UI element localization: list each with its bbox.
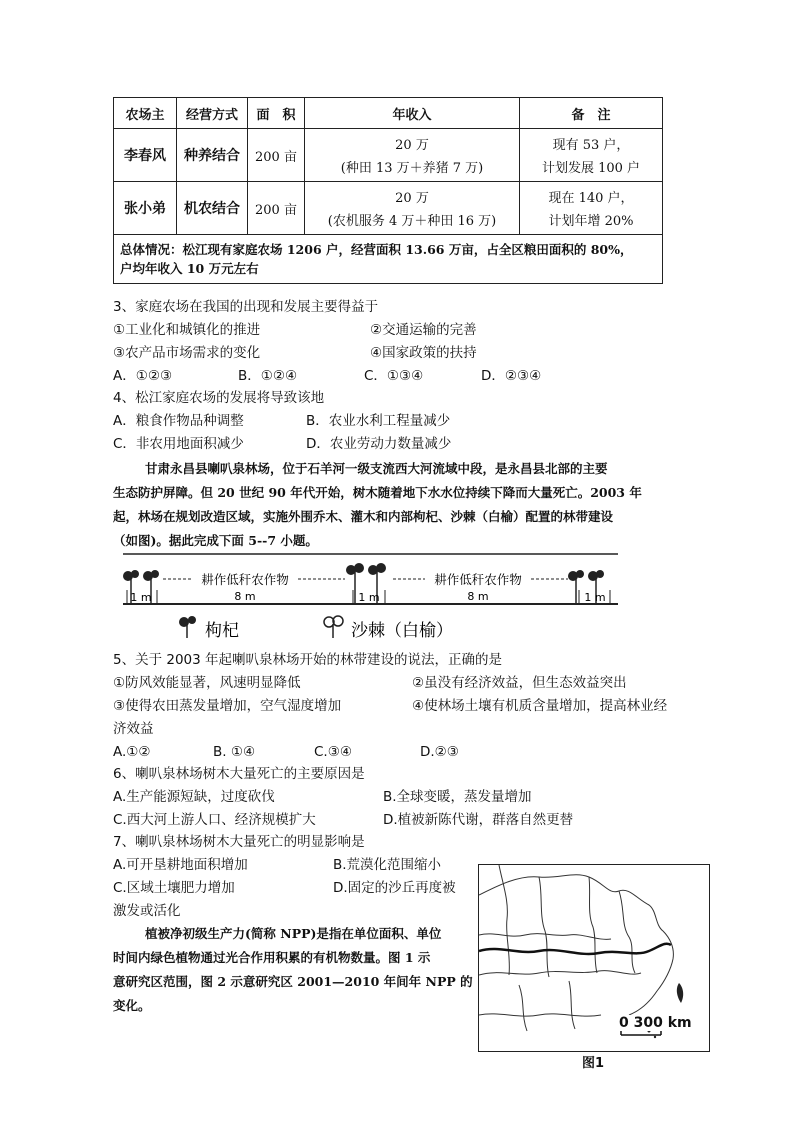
scale-label: 0 300 km <box>619 1015 692 1031</box>
q5-option-c[interactable]: C.③④ <box>314 744 352 760</box>
note-line: 计划年增 20% <box>548 214 634 229</box>
shelterbelt-diagram <box>113 548 623 648</box>
passage-line: （如图)。据此完成下面 5--7 小题。 <box>113 533 318 548</box>
island-icon <box>677 983 683 1003</box>
income-value: 20 万 <box>395 191 429 206</box>
width-label: 8 m <box>467 590 489 603</box>
note-line: 现有 53 户， <box>552 138 630 153</box>
header-note: 备 注 <box>520 98 663 129</box>
farm-table <box>113 97 663 284</box>
q4-option-b[interactable]: B．农业水利工程量减少 <box>306 413 451 429</box>
income-cell <box>305 182 520 235</box>
q5-statement-1: ①防风效能显著，风速明显降低 <box>113 675 301 691</box>
q6-option-a[interactable]: A.生产能源短缺，过度砍伐 <box>113 789 275 805</box>
q5-statement-4: ④使林场土壤有机质含量增加，提高林业经 <box>412 698 668 714</box>
q5-option-a[interactable]: A.①② <box>113 744 151 760</box>
passage-line: 变化。 <box>113 998 151 1013</box>
q6-option-c[interactable]: C.西大河上游人口、经济规模扩大 <box>113 812 316 828</box>
q3-statement-3: ③农产品市场需求的变化 <box>113 345 261 361</box>
q5-statement-4-cont: 济效益 <box>113 721 154 737</box>
q7-option-c[interactable]: C.区域土壤肥力增加 <box>113 880 235 896</box>
income-detail: (种田 13 万＋养猪 7 万) <box>340 161 484 176</box>
q5-option-d[interactable]: D.②③ <box>420 744 459 760</box>
width-label: 8 m <box>234 590 256 603</box>
header-mode: 经营方式 <box>177 98 248 129</box>
q5-option-b[interactable]: B. ①④ <box>213 744 256 760</box>
q7-stem: 7、喇叭泉林场树木大量死亡的明显影响是 <box>113 834 365 850</box>
q4-option-c[interactable]: C．非农用地面积减少 <box>113 436 244 452</box>
q5-statement-3: ③使得农田蒸发量增加，空气湿度增加 <box>113 698 342 714</box>
goji-icon <box>568 570 584 604</box>
passage-line: 时间内绿色植物通过光合作用积累的有机物数量。图 1 示 <box>113 950 431 965</box>
owner-cell: 李春风 <box>114 129 177 182</box>
header-income: 年收入 <box>305 98 520 129</box>
q3-stem: 3、家庭农场在我国的出现和发展主要得益于 <box>113 299 379 315</box>
q3-statement-4: ④国家政策的扶持 <box>370 345 477 361</box>
crop-label: 耕作低秆农作物 <box>201 572 289 587</box>
q5-stem: 5、关于 2003 年起喇叭泉林场开始的林带建设的说法，正确的是 <box>113 652 503 668</box>
summary-line: 总体情况：松江现有家庭农场 1206 户，经营面积 13.66 万亩，占全区粮田面积的 80%， <box>120 242 633 257</box>
mode-cell: 种养结合 <box>177 129 248 182</box>
table-row <box>114 182 663 235</box>
q3-statement-2: ②交通运输的完善 <box>370 322 477 338</box>
q4-stem: 4、松江家庭农场的发展将导致该地 <box>113 390 325 406</box>
width-label: 1 m <box>584 591 606 604</box>
passage-line: 意研究区范围，图 2 示意研究区 2001—2010 年间年 NPP 的 <box>113 974 473 989</box>
passage-line: 甘肃永昌县喇叭泉林场，位于石羊河一级支流西大河流域中段，是永昌县北部的主要 <box>145 461 608 476</box>
q6-stem: 6、喇叭泉林场树木大量死亡的主要原因是 <box>113 766 365 782</box>
summary-line: 户均年收入 10 万元左右 <box>120 261 259 276</box>
legend-seabuckthorn: 沙棘（白榆） <box>351 621 453 641</box>
table-summary <box>114 235 663 284</box>
goji-icon <box>179 616 196 638</box>
area-cell: 200 亩 <box>248 182 305 235</box>
legend-goji: 枸杞 <box>205 621 239 641</box>
q3-option-d[interactable]: D．②③④ <box>481 368 542 384</box>
q3-option-c[interactable]: C．①③④ <box>364 368 424 384</box>
q3-statement-1: ①工业化和城镇化的推进 <box>113 322 261 338</box>
note-cell <box>520 182 663 235</box>
passage-line: 生态防护屏障。但 20 世纪 90 年代开始，树木随着地下水水位持续下降而大量死亡。2003 年 <box>113 485 642 500</box>
header-area: 面 积 <box>248 98 305 129</box>
q4-option-a[interactable]: A．粮食作物品种调整 <box>113 413 244 429</box>
header-owner: 农场主 <box>114 98 177 129</box>
q6-option-b[interactable]: B.全球变暖，蒸发量增加 <box>383 789 532 805</box>
note-cell <box>520 129 663 182</box>
income-cell <box>305 129 520 182</box>
q7-option-d[interactable]: D.固定的沙丘再度被 <box>333 880 456 896</box>
width-label: 1 m <box>358 591 380 604</box>
table-row <box>114 129 663 182</box>
area-cell: 200 亩 <box>248 129 305 182</box>
income-detail: (农机服务 4 万＋种田 16 万) <box>327 214 497 229</box>
seabuckthorn-icon <box>324 616 343 638</box>
q7-option-b[interactable]: B.荒漠化范围缩小 <box>333 857 442 873</box>
q5-statement-2: ②虽没有经济效益，但生态效益突出 <box>412 675 627 691</box>
owner-cell: 张小弟 <box>114 182 177 235</box>
passage-line: 起，林场在规划改造区域，实施外围乔木、灌木和内部枸杞、沙棘（白榆）配置的林带建设 <box>113 509 614 524</box>
note-line: 计划发展 100 户 <box>541 161 641 176</box>
q7-option-a[interactable]: A.可开垦耕地面积增加 <box>113 857 248 873</box>
q4-option-d[interactable]: D．农业劳动力数量减少 <box>306 436 452 452</box>
width-label: 1 m <box>130 591 152 604</box>
mode-cell: 机农结合 <box>177 182 248 235</box>
q3-option-b[interactable]: B．①②④ <box>238 368 298 384</box>
study-area-map <box>478 864 710 1052</box>
q6-option-d[interactable]: D.植被新陈代谢，群落自然更替 <box>383 812 574 828</box>
q7-option-d-cont: 激发或活化 <box>113 903 181 919</box>
passage-line: 植被净初级生产力(简称 NPP)是指在单位面积、单位 <box>145 926 442 941</box>
crop-label: 耕作低秆农作物 <box>434 572 522 587</box>
income-value: 20 万 <box>395 138 429 153</box>
note-line: 现在 140 户， <box>548 191 634 206</box>
q3-option-a[interactable]: A．①②③ <box>113 368 173 384</box>
figure-caption: 图1 <box>582 1056 605 1071</box>
